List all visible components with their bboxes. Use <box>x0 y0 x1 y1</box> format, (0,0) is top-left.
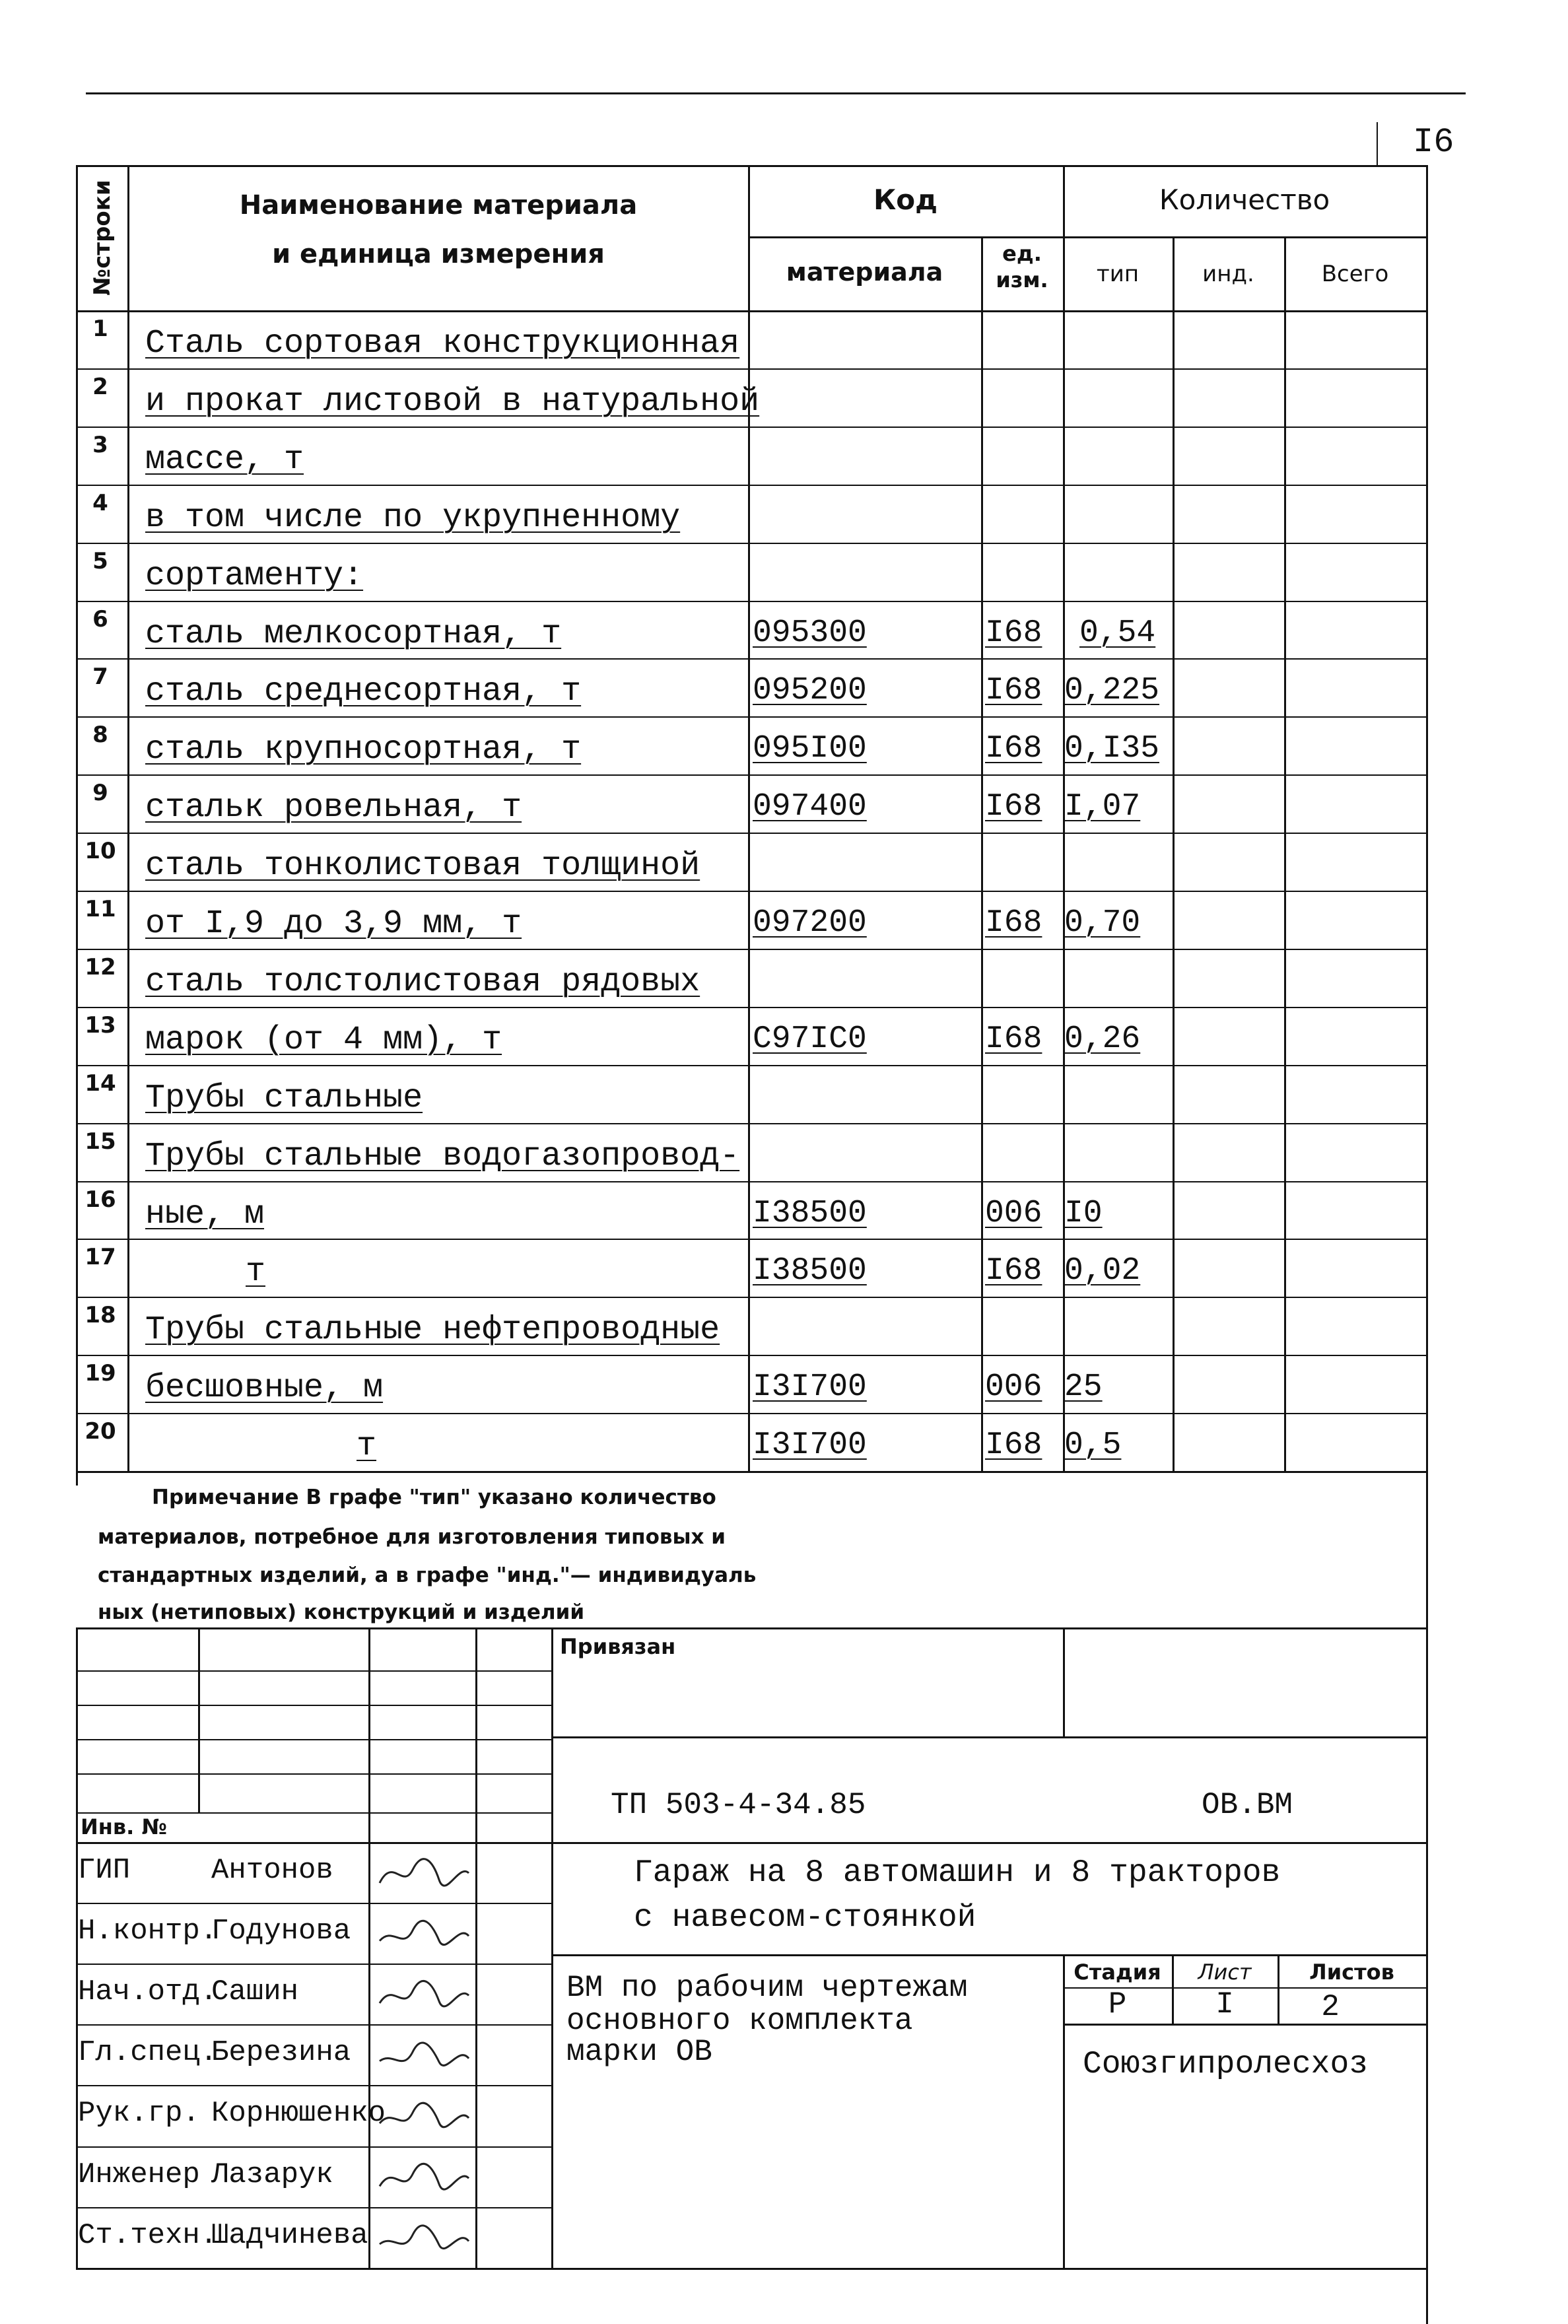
material-code: 097200 <box>753 905 867 941</box>
material-name: массе, т <box>145 441 304 479</box>
row-number: 2 <box>92 374 108 400</box>
material-name: в том числе по укрупненному <box>145 499 681 537</box>
row-number: 9 <box>92 780 108 806</box>
tb-title-bottom <box>551 1954 1426 1956</box>
staff-role: Гл.спец. <box>78 2036 218 2069</box>
row-separator <box>76 1065 1426 1066</box>
desc-line2: основного комплекта <box>566 2004 913 2038</box>
tb-privyazan-bottom <box>551 1736 1426 1738</box>
staff-name: Корнюшенко <box>211 2097 386 2130</box>
unit-code: I68 <box>985 673 1042 708</box>
sheets-label: Листов <box>1309 1960 1394 1985</box>
row-separator <box>76 368 1426 370</box>
organization: Союзгипролесхоз <box>1083 2047 1369 2082</box>
row-separator <box>76 1181 1426 1182</box>
unit-code: I68 <box>985 1021 1042 1057</box>
table-left-border <box>76 165 78 1486</box>
row-separator <box>76 949 1426 950</box>
tb-grid-row5 <box>76 1812 551 1814</box>
tb-grid-row3 <box>76 1739 551 1740</box>
table-bottom-line <box>76 1471 1426 1473</box>
staff-name: Годунова <box>211 1915 351 1948</box>
row-number: 19 <box>85 1360 116 1386</box>
staff-role: Рук.гр. <box>78 2097 200 2130</box>
col-line-ind <box>1284 236 1286 1471</box>
code-header: Код <box>873 184 938 216</box>
material-subheader: материала <box>786 257 943 287</box>
doc-mark: ОВ.ВМ <box>1202 1788 1293 1822</box>
row-number: 17 <box>85 1244 116 1270</box>
top-rule <box>86 92 1466 94</box>
material-name: ные, м <box>145 1196 265 1233</box>
staff-role: Н.контр. <box>78 1915 218 1948</box>
note-line-2: материалов, потребное для изготовления типовых и <box>98 1525 726 1549</box>
row-number: 16 <box>85 1186 116 1213</box>
row-number: 15 <box>85 1128 116 1155</box>
project-title-line1: Гараж на 8 автомашин и 8 тракторов <box>634 1855 1281 1891</box>
material-name: от I,9 до 3,9 мм, т <box>145 905 522 943</box>
typ-quantity: 0,I35 <box>1064 731 1160 767</box>
doc-code: ТП 503-4-34.85 <box>611 1788 866 1822</box>
row-number: 5 <box>92 548 108 574</box>
header-bottom-line <box>76 310 1426 312</box>
unit-code: 006 <box>985 1369 1042 1405</box>
row-separator <box>76 1413 1426 1414</box>
material-name: бесшовные, м <box>145 1369 384 1407</box>
row-number: 8 <box>92 722 108 748</box>
unit-subheader-line1: ед. <box>1002 241 1042 266</box>
material-name: сталь тонколистовая толщиной <box>145 847 700 885</box>
tb-col2 <box>368 1627 370 2268</box>
typ-quantity: I0 <box>1064 1196 1103 1231</box>
col-line-code <box>981 236 983 1471</box>
signature-icon <box>376 1971 475 2018</box>
row-separator <box>76 774 1426 776</box>
material-name: и прокат листовой в натуральной <box>145 383 760 421</box>
unit-subheader-line2: изм. <box>996 267 1048 292</box>
material-code: I3I700 <box>753 1427 867 1463</box>
material-code: I38500 <box>753 1253 867 1289</box>
staff-name: Березина <box>211 2036 351 2069</box>
name-header-line1: Наименование материала <box>239 190 638 221</box>
row-separator <box>76 1239 1426 1240</box>
quantity-header: Количество <box>1159 184 1330 216</box>
row-number: 12 <box>85 954 116 980</box>
staff-separator <box>76 2085 551 2086</box>
typ-quantity: 25 <box>1064 1369 1103 1405</box>
note-line-3: стандартных изделий, а в графе "инд."— индивидуаль <box>98 1563 757 1587</box>
typ-quantity: I,07 <box>1064 789 1141 825</box>
row-number: 18 <box>85 1302 116 1328</box>
sheet-number: I6 <box>1413 123 1454 162</box>
desc-line1: ВМ по рабочим чертежам <box>566 1971 968 2005</box>
staff-separator <box>76 2207 551 2208</box>
typ-quantity: 0,26 <box>1064 1021 1141 1057</box>
row-number: 1 <box>92 316 108 342</box>
unit-code: I68 <box>985 615 1042 651</box>
tb-top-line <box>76 1627 1426 1629</box>
row-separator <box>76 601 1426 602</box>
row-number: 11 <box>85 896 116 922</box>
sheet-value: I <box>1215 1987 1234 2022</box>
row-number: 4 <box>92 490 108 516</box>
unit-code: I68 <box>985 731 1042 767</box>
signature-icon <box>376 2093 475 2139</box>
staff-name: Сашин <box>211 1975 299 2008</box>
row-separator <box>76 1355 1426 1356</box>
row-num-header: №строки <box>89 180 116 296</box>
row-separator <box>76 1007 1426 1008</box>
row-separator <box>76 833 1426 834</box>
material-name: Трубы стальные нефтепроводные <box>145 1311 720 1349</box>
signature-icon <box>376 2215 475 2261</box>
signature-icon <box>376 1850 475 1896</box>
row-number: 14 <box>85 1070 116 1097</box>
row-separator <box>76 658 1426 660</box>
material-name: Трубы стальные водогазопровод- <box>145 1138 740 1175</box>
staff-name: Антонов <box>211 1854 333 1887</box>
typ-subheader: тип <box>1096 261 1140 287</box>
staff-role: Инженер <box>78 2158 200 2191</box>
unit-code: I68 <box>985 1253 1042 1289</box>
table-top-border <box>76 165 1426 167</box>
signature-icon <box>376 2032 475 2078</box>
row-number: 10 <box>85 838 116 864</box>
total-subheader: Всего <box>1321 261 1389 287</box>
sheet-right-border <box>1426 165 1428 2324</box>
tb-grid-row1 <box>76 1670 551 1672</box>
typ-quantity: 0,02 <box>1064 1253 1141 1289</box>
tb-col1 <box>198 1627 200 1812</box>
tb-grid-row4 <box>76 1773 551 1775</box>
col-line-num <box>127 165 129 1471</box>
staff-name: Шадчинева <box>211 2219 368 2252</box>
material-name: стальк ровельная, т <box>145 789 522 827</box>
tb-privyazan-divider <box>1063 1627 1065 1736</box>
row-separator <box>76 485 1426 486</box>
material-name: сталь среднесортная, т <box>145 673 582 710</box>
note-line-4: ных (нетиповых) конструкций и изделий <box>98 1600 585 1624</box>
material-name: Трубы стальные <box>145 1079 423 1117</box>
staff-separator <box>76 1964 551 1965</box>
material-name: сортаменту: <box>145 557 364 595</box>
stage-value: Р <box>1108 1987 1127 2022</box>
tb-col3 <box>475 1627 477 2268</box>
typ-quantity: 0,5 <box>1064 1427 1122 1463</box>
material-name: т <box>246 1253 266 1291</box>
material-name: сталь мелкосортная, т <box>145 615 562 653</box>
staff-name: Лазарук <box>211 2158 333 2191</box>
staff-role: Нач.отд. <box>78 1975 218 2008</box>
tb-col4 <box>551 1627 553 2268</box>
row-number: 3 <box>92 432 108 458</box>
privyazan-label: Привязан <box>560 1634 676 1659</box>
desc-line3: марки ОВ <box>566 2035 712 2069</box>
note-line-1: Примечание В графе "тип" указано количество <box>152 1486 716 1509</box>
row-number: 13 <box>85 1012 116 1039</box>
row-separator <box>76 427 1426 428</box>
unit-code: I68 <box>985 789 1042 825</box>
ind-subheader: инд. <box>1202 261 1254 287</box>
inv-no-label: Инв. № <box>81 1814 167 1839</box>
tb-code-bottom <box>551 1842 1426 1844</box>
material-name: т <box>357 1427 377 1465</box>
material-code: 095I00 <box>753 731 867 767</box>
material-name: сталь крупносортная, т <box>145 731 582 769</box>
header-mid-line <box>748 236 1426 238</box>
material-code: 095300 <box>753 615 867 651</box>
sheet-label: Лист <box>1198 1960 1252 1985</box>
material-code: I38500 <box>753 1196 867 1231</box>
row-number: 6 <box>92 606 108 632</box>
col-line-name <box>748 165 750 1471</box>
material-name: марок (от 4 мм), т <box>145 1021 502 1059</box>
row-number: 20 <box>85 1418 116 1445</box>
material-name: Сталь сортовая конструкционная <box>145 325 740 362</box>
name-header-line2: и единица измерения <box>272 239 605 269</box>
tb-grid-row2 <box>76 1705 551 1706</box>
material-name: сталь толстолистовая рядовых <box>145 963 700 1001</box>
signature-icon <box>376 1911 475 1957</box>
unit-code: I68 <box>985 1427 1042 1463</box>
material-code: 097400 <box>753 789 867 825</box>
staff-separator <box>76 2024 551 2026</box>
material-code: C97IC0 <box>753 1021 867 1057</box>
signature-icon <box>376 2154 475 2201</box>
project-title-line2: с навесом-стоянкой <box>634 1900 976 1936</box>
unit-code: 006 <box>985 1196 1042 1231</box>
staff-separator <box>76 1903 551 1904</box>
staff-separator <box>76 2146 551 2148</box>
row-separator <box>76 716 1426 718</box>
col-line-typ <box>1173 236 1175 1471</box>
row-separator <box>76 1123 1426 1124</box>
stage-label: Стадия <box>1074 1960 1161 1985</box>
typ-quantity: 0,225 <box>1064 673 1160 708</box>
row-separator <box>76 891 1426 892</box>
tb-bottom-line <box>76 2268 1426 2270</box>
material-code: I3I700 <box>753 1369 867 1405</box>
typ-quantity: 0,54 <box>1079 615 1156 651</box>
row-separator <box>76 543 1426 544</box>
typ-quantity: 0,70 <box>1064 905 1141 941</box>
sheets-value: 2 <box>1321 1990 1340 2024</box>
material-code: 095200 <box>753 673 867 708</box>
row-number: 7 <box>92 664 108 690</box>
staff-role: Ст.техн. <box>78 2219 218 2252</box>
tb-inv-line <box>76 1842 551 1844</box>
row-separator <box>76 1297 1426 1298</box>
sheet-number-divider <box>1377 122 1378 165</box>
staff-role: ГИП <box>78 1854 131 1887</box>
unit-code: I68 <box>985 905 1042 941</box>
